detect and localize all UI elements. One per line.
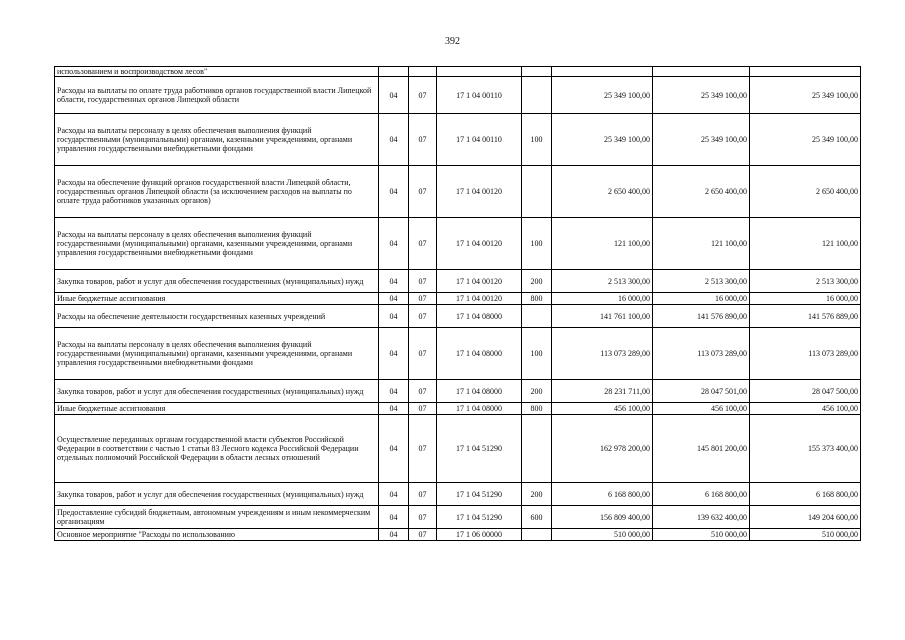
amount-year1-cell: 141 761 100,00 bbox=[552, 305, 653, 328]
amount-year1-cell: 121 100,00 bbox=[552, 218, 653, 270]
expense-name-cell: Расходы на обеспечение функций органов государственной власти Липецкой области, государственных органов Липецкой области (за исключением расходов на выплаты по оплате труда работников указанных органов) bbox=[55, 166, 379, 218]
amount-year2-cell: 139 632 400,00 bbox=[653, 506, 750, 529]
expense-type-cell: 100 bbox=[522, 218, 552, 270]
amount-year1-cell: 156 809 400,00 bbox=[552, 506, 653, 529]
target-article-cell bbox=[437, 67, 522, 77]
table-row bbox=[55, 270, 861, 293]
amount-year3-cell: 141 576 889,00 bbox=[750, 305, 861, 328]
amount-year3-cell: 16 000,00 bbox=[750, 293, 861, 305]
table-row bbox=[55, 529, 861, 541]
amount-year1-cell: 25 349 100,00 bbox=[552, 114, 653, 166]
expense-name-cell: Расходы на выплаты персоналу в целях обеспечения выполнения функций государственными (муниципальными) органами, казенными учреждениями, органами управления государственными внебюджетными фондами bbox=[55, 328, 379, 380]
amount-year3-cell: 510 000,00 bbox=[750, 529, 861, 541]
target-article-cell: 17 1 04 08000 bbox=[437, 403, 522, 415]
expense-name-cell: Иные бюджетные ассигнования bbox=[55, 403, 379, 415]
table-body bbox=[55, 67, 861, 541]
expense-type-cell: 200 bbox=[522, 270, 552, 293]
subsection-code-cell: 07 bbox=[409, 166, 437, 218]
expense-name-cell: Расходы на выплаты по оплате труда работников органов государственной власти Липецкой области, государственных органов Липецкой области bbox=[55, 77, 379, 114]
table-row bbox=[55, 166, 861, 218]
section-code-cell: 04 bbox=[379, 506, 409, 529]
expense-name-cell: Закупка товаров, работ и услуг для обеспечения государственных (муниципальных) нужд bbox=[55, 483, 379, 506]
table-row bbox=[55, 67, 861, 77]
target-article-cell: 17 1 04 00120 bbox=[437, 270, 522, 293]
expense-name-cell: Закупка товаров, работ и услуг для обеспечения государственных (муниципальных) нужд bbox=[55, 380, 379, 403]
table-row bbox=[55, 483, 861, 506]
page-number: 392 bbox=[445, 36, 460, 47]
amount-year1-cell: 510 000,00 bbox=[552, 529, 653, 541]
amount-year2-cell: 25 349 100,00 bbox=[653, 77, 750, 114]
amount-year3-cell: 25 349 100,00 bbox=[750, 114, 861, 166]
target-article-cell: 17 1 04 00120 bbox=[437, 293, 522, 305]
expense-name-cell: использованием и воспроизводством лесов" bbox=[55, 67, 379, 77]
expense-name-cell: Расходы на выплаты персоналу в целях обеспечения выполнения функций государственными (муниципальными) органами, казенными учреждениями, органами управления государственными внебюджетными фондами bbox=[55, 218, 379, 270]
amount-year2-cell: 2 513 300,00 bbox=[653, 270, 750, 293]
target-article-cell: 17 1 04 51290 bbox=[437, 506, 522, 529]
subsection-code-cell: 07 bbox=[409, 114, 437, 166]
section-code-cell: 04 bbox=[379, 483, 409, 506]
section-code-cell: 04 bbox=[379, 114, 409, 166]
subsection-code-cell: 07 bbox=[409, 77, 437, 114]
amount-year1-cell: 2 650 400,00 bbox=[552, 166, 653, 218]
amount-year2-cell: 2 650 400,00 bbox=[653, 166, 750, 218]
section-code-cell: 04 bbox=[379, 77, 409, 114]
amount-year1-cell: 28 231 711,00 bbox=[552, 380, 653, 403]
expense-type-cell bbox=[522, 67, 552, 77]
section-code-cell bbox=[379, 67, 409, 77]
target-article-cell: 17 1 04 00120 bbox=[437, 218, 522, 270]
amount-year3-cell: 28 047 500,00 bbox=[750, 380, 861, 403]
expense-type-cell: 100 bbox=[522, 114, 552, 166]
amount-year1-cell: 162 978 200,00 bbox=[552, 415, 653, 483]
amount-year2-cell: 113 073 289,00 bbox=[653, 328, 750, 380]
section-code-cell: 04 bbox=[379, 380, 409, 403]
expense-name-cell: Расходы на выплаты персоналу в целях обеспечения выполнения функций государственными (муниципальными) органами, казенными учреждениями, органами управления государственными внебюджетными фондами bbox=[55, 114, 379, 166]
amount-year2-cell: 121 100,00 bbox=[653, 218, 750, 270]
table-row bbox=[55, 403, 861, 415]
expense-type-cell: 200 bbox=[522, 380, 552, 403]
expense-type-cell bbox=[522, 305, 552, 328]
target-article-cell: 17 1 04 51290 bbox=[437, 415, 522, 483]
section-code-cell: 04 bbox=[379, 166, 409, 218]
section-code-cell: 04 bbox=[379, 218, 409, 270]
amount-year1-cell: 456 100,00 bbox=[552, 403, 653, 415]
section-code-cell: 04 bbox=[379, 293, 409, 305]
table-row bbox=[55, 415, 861, 483]
section-code-cell: 04 bbox=[379, 328, 409, 380]
expense-type-cell: 800 bbox=[522, 293, 552, 305]
amount-year3-cell: 2 513 300,00 bbox=[750, 270, 861, 293]
table-row bbox=[55, 293, 861, 305]
subsection-code-cell: 07 bbox=[409, 328, 437, 380]
expense-type-cell bbox=[522, 415, 552, 483]
subsection-code-cell: 07 bbox=[409, 529, 437, 541]
subsection-code-cell: 07 bbox=[409, 380, 437, 403]
amount-year3-cell: 113 073 289,00 bbox=[750, 328, 861, 380]
subsection-code-cell: 07 bbox=[409, 506, 437, 529]
amount-year2-cell: 25 349 100,00 bbox=[653, 114, 750, 166]
subsection-code-cell: 07 bbox=[409, 218, 437, 270]
target-article-cell: 17 1 04 08000 bbox=[437, 305, 522, 328]
amount-year3-cell: 121 100,00 bbox=[750, 218, 861, 270]
amount-year3-cell: 6 168 800,00 bbox=[750, 483, 861, 506]
expense-type-cell: 100 bbox=[522, 328, 552, 380]
subsection-code-cell: 07 bbox=[409, 293, 437, 305]
subsection-code-cell: 07 bbox=[409, 270, 437, 293]
expense-type-cell: 800 bbox=[522, 403, 552, 415]
subsection-code-cell: 07 bbox=[409, 403, 437, 415]
expense-type-cell bbox=[522, 77, 552, 114]
expense-name-cell: Предоставление субсидий бюджетным, автономным учреждениям и иным некоммерческим организациям bbox=[55, 506, 379, 529]
expense-name-cell: Закупка товаров, работ и услуг для обеспечения государственных (муниципальных) нужд bbox=[55, 270, 379, 293]
budget-table bbox=[54, 66, 861, 541]
amount-year1-cell: 16 000,00 bbox=[552, 293, 653, 305]
amount-year3-cell bbox=[750, 67, 861, 77]
amount-year2-cell bbox=[653, 67, 750, 77]
target-article-cell: 17 1 04 00110 bbox=[437, 114, 522, 166]
table-row bbox=[55, 305, 861, 328]
target-article-cell: 17 1 04 00120 bbox=[437, 166, 522, 218]
expense-name-cell: Иные бюджетные ассигнования bbox=[55, 293, 379, 305]
amount-year3-cell: 2 650 400,00 bbox=[750, 166, 861, 218]
target-article-cell: 17 1 04 08000 bbox=[437, 380, 522, 403]
subsection-code-cell: 07 bbox=[409, 483, 437, 506]
expense-name-cell: Осуществление переданных органам государственной власти субъектов Российской Федерации в соответствии с частью 1 статьи 83 Лесного кодекса Российской Федерации отдельных полномочий Российской Федерации в области лесных отношений bbox=[55, 415, 379, 483]
section-code-cell: 04 bbox=[379, 270, 409, 293]
subsection-code-cell bbox=[409, 67, 437, 77]
section-code-cell: 04 bbox=[379, 305, 409, 328]
amount-year3-cell: 25 349 100,00 bbox=[750, 77, 861, 114]
target-article-cell: 17 1 04 08000 bbox=[437, 328, 522, 380]
table-row bbox=[55, 114, 861, 166]
expense-name-cell: Основное мероприятие "Расходы по использованию bbox=[55, 529, 379, 541]
subsection-code-cell: 07 bbox=[409, 305, 437, 328]
amount-year3-cell: 456 100,00 bbox=[750, 403, 861, 415]
section-code-cell: 04 bbox=[379, 403, 409, 415]
amount-year1-cell: 6 168 800,00 bbox=[552, 483, 653, 506]
amount-year1-cell: 25 349 100,00 bbox=[552, 77, 653, 114]
amount-year1-cell bbox=[552, 67, 653, 77]
amount-year2-cell: 145 801 200,00 bbox=[653, 415, 750, 483]
section-code-cell: 04 bbox=[379, 529, 409, 541]
amount-year2-cell: 510 000,00 bbox=[653, 529, 750, 541]
amount-year2-cell: 16 000,00 bbox=[653, 293, 750, 305]
amount-year2-cell: 6 168 800,00 bbox=[653, 483, 750, 506]
amount-year2-cell: 28 047 501,00 bbox=[653, 380, 750, 403]
amount-year1-cell: 2 513 300,00 bbox=[552, 270, 653, 293]
amount-year1-cell: 113 073 289,00 bbox=[552, 328, 653, 380]
expense-type-cell: 600 bbox=[522, 506, 552, 529]
target-article-cell: 17 1 06 00000 bbox=[437, 529, 522, 541]
expense-name-cell: Расходы на обеспечение деятельности государственных казенных учреждений bbox=[55, 305, 379, 328]
amount-year2-cell: 456 100,00 bbox=[653, 403, 750, 415]
table-row bbox=[55, 218, 861, 270]
table-row bbox=[55, 380, 861, 403]
target-article-cell: 17 1 04 00110 bbox=[437, 77, 522, 114]
expense-type-cell bbox=[522, 529, 552, 541]
subsection-code-cell: 07 bbox=[409, 415, 437, 483]
expense-type-cell bbox=[522, 166, 552, 218]
table-row bbox=[55, 328, 861, 380]
amount-year2-cell: 141 576 890,00 bbox=[653, 305, 750, 328]
amount-year3-cell: 149 204 600,00 bbox=[750, 506, 861, 529]
amount-year3-cell: 155 373 400,00 bbox=[750, 415, 861, 483]
table-row bbox=[55, 77, 861, 114]
table-row bbox=[55, 506, 861, 529]
section-code-cell: 04 bbox=[379, 415, 409, 483]
expense-type-cell: 200 bbox=[522, 483, 552, 506]
target-article-cell: 17 1 04 51290 bbox=[437, 483, 522, 506]
